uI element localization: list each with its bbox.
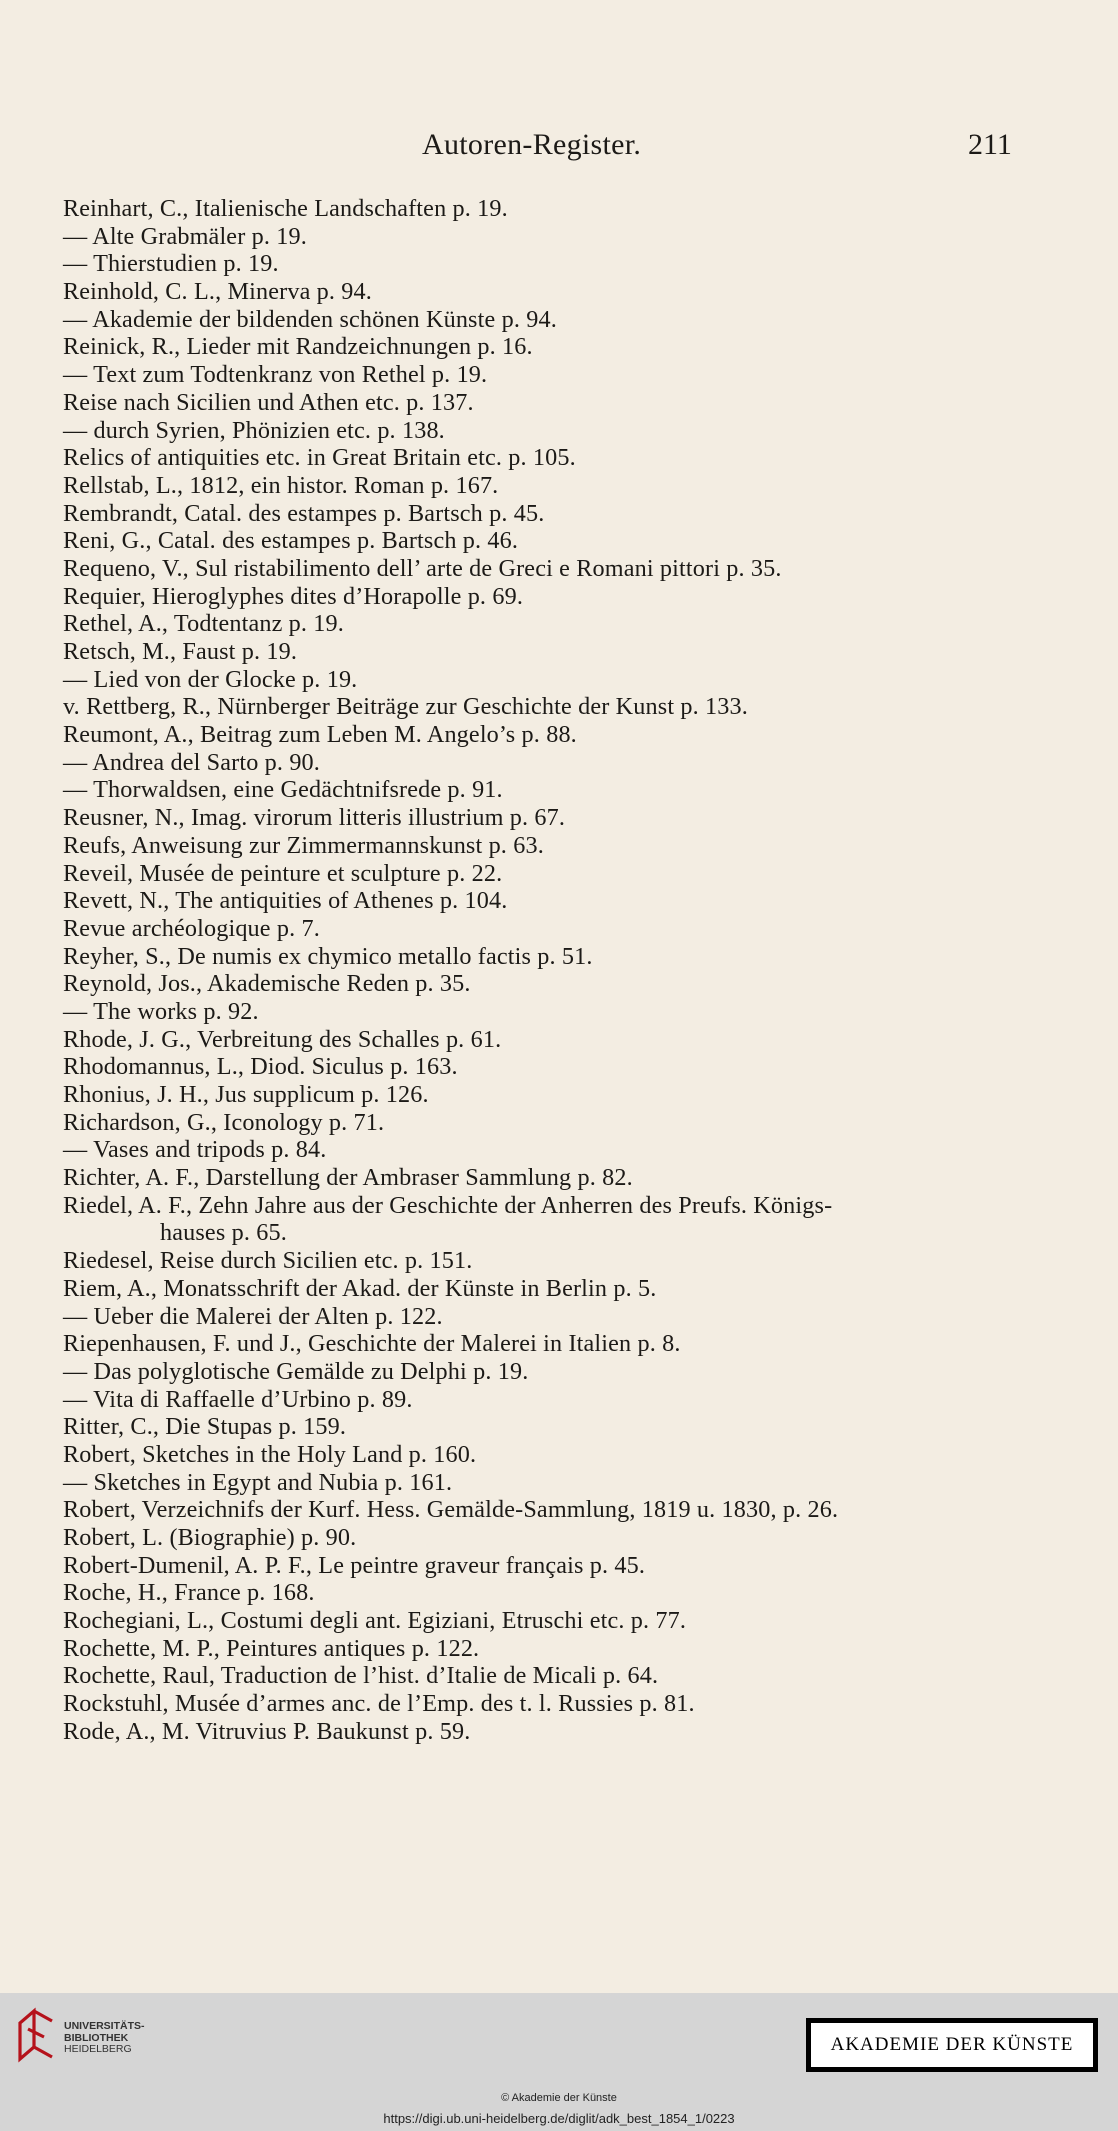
index-entry: Rhodomannus, L., Diod. Siculus p. 163. (63, 1053, 458, 1081)
index-entry: — Sketches in Egypt and Nubia p. 161. (63, 1468, 453, 1496)
index-entry: — Ueber die Malerei der Alten p. 122. (63, 1302, 443, 1330)
index-entry: Reinick, R., Lieder mit Randzeichnungen p. 16. (63, 333, 533, 361)
author-index-list (63, 195, 1063, 1746)
index-entry: Reynold, Jos., Akademische Reden p. 35. (63, 970, 471, 998)
akademie-badge-label: AKADEMIE DER KÜNSTE (811, 2023, 1093, 2067)
index-entry: Riem, A., Monatsschrift der Akad. der Künste in Berlin p. 5. (63, 1274, 657, 1302)
index-entry: Rhode, J. G., Verbreitung des Schalles p. 61. (63, 1025, 502, 1053)
akademie-der-kuenste-logo[interactable] (806, 2018, 1098, 2072)
index-entry: Robert-Dumenil, A. P. F., Le peintre graveur français p. 45. (63, 1551, 646, 1579)
index-entry: Richardson, G., Iconology p. 71. (63, 1108, 385, 1136)
index-entry: — Andrea del Sarto p. 90. (63, 748, 320, 776)
running-head (0, 128, 1118, 168)
index-entry: — Thorwaldsen, eine Gedächtnifsrede p. 91. (63, 776, 503, 804)
copyright-notice: © Akademie der Künste (501, 2092, 617, 2104)
index-entry: — durch Syrien, Phönizien etc. p. 138. (63, 416, 445, 444)
index-entry-continuation: hauses p. 65. (160, 1219, 287, 1247)
index-entry: v. Rettberg, R., Nürnberger Beiträge zur Geschichte der Kunst p. 133. (63, 693, 748, 721)
library-logo-line: BIBLIOTHEK (64, 2031, 129, 2044)
index-entry: — Das polyglotische Gemälde zu Delphi p. 19. (63, 1357, 529, 1385)
index-entry: — Akademie der bildenden schönen Künste p. 94. (63, 305, 557, 333)
index-entry: — Alte Grabmäler p. 19. (63, 222, 307, 250)
index-entry: Roche, H., France p. 168. (63, 1579, 315, 1607)
index-entry: — Vita di Raffaelle d’Urbino p. 89. (63, 1385, 413, 1413)
index-entry: Retsch, M., Faust p. 19. (63, 638, 298, 665)
page-title: Autoren-Register. (422, 128, 642, 161)
index-entry: Riepenhausen, F. und J., Geschichte der Malerei in Italien p. 8. (63, 1330, 681, 1358)
index-entry: Rode, A., M. Vitruvius P. Baukunst p. 59. (63, 1717, 471, 1745)
index-entry: Rochette, M. P., Peintures antiques p. 122. (63, 1634, 480, 1662)
index-entry: Rochegiani, L., Costumi degli ant. Egiziani, Etruschi etc. p. 77. (63, 1607, 687, 1635)
index-entry: Rethel, A., Todtentanz p. 19. (63, 610, 344, 638)
index-entry: Reusner, N., Imag. virorum litteris illustrium p. 67. (63, 804, 566, 832)
index-entry: Reufs, Anweisung zur Zimmermannskunst p. 63. (63, 831, 544, 859)
index-entry: — Lied von der Glocke p. 19. (63, 665, 358, 693)
source-url-link[interactable]: https://digi.ub.uni-heidelberg.de/diglit/adk_best_1854_1/0223 (383, 2111, 735, 2126)
index-entry: — Text zum Todtenkranz von Rethel p. 19. (63, 361, 488, 389)
index-entry: Requeno, V., Sul ristabilimento dell’ arte de Greci e Romani pittori p. 35. (63, 554, 782, 582)
viewer-footer (0, 1993, 1118, 2131)
index-entry: Robert, Verzeichnifs der Kurf. Hess. Gemälde-Sammlung, 1819 u. 1830, p. 26. (63, 1496, 839, 1524)
index-entry: Reumont, A., Beitrag zum Leben M. Angelo’s p. 88. (63, 721, 577, 749)
index-entry: Ritter, C., Die Stupas p. 159. (63, 1413, 347, 1441)
index-entry: Riedel, A. F., Zehn Jahre aus der Geschichte der Anherren des Preufs. Königs- (63, 1191, 833, 1219)
index-entry: Robert, L. (Biographie) p. 90. (63, 1524, 357, 1551)
index-entry: Reveil, Musée de peinture et sculpture p. 22. (63, 859, 503, 887)
index-entry: — Thierstudien p. 19. (63, 250, 279, 278)
index-entry: — Vases and tripods p. 84. (63, 1136, 327, 1164)
index-entry: Rochette, Raul, Traduction de l’hist. d’Italie de Micali p. 64. (63, 1662, 659, 1690)
index-entry: Requier, Hieroglyphes dites d’Horapolle p. 69. (63, 582, 524, 610)
library-logo-icon (14, 2003, 58, 2063)
index-entry: Rellstab, L., 1812, ein histor. Roman p. 167. (63, 471, 499, 499)
index-entry: Rockstuhl, Musée d’armes anc. de l’Emp. des t. l. Russies p. 81. (63, 1690, 695, 1718)
index-entry: — The works p. 92. (63, 997, 259, 1025)
index-entry: Richter, A. F., Darstellung der Ambraser Sammlung p. 82. (63, 1164, 633, 1192)
index-entry: Reise nach Sicilien und Athen etc. p. 137. (63, 388, 474, 416)
index-entry: Rembrandt, Catal. des estampes p. Bartsch p. 45. (63, 499, 545, 527)
index-entry: Reni, G., Catal. des estampes p. Bartsch p. 46. (63, 527, 519, 555)
page-number: 211 (968, 128, 1012, 161)
index-entry: Robert, Sketches in the Holy Land p. 160. (63, 1440, 477, 1468)
index-entry: Riedesel, Reise durch Sicilien etc. p. 151. (63, 1247, 473, 1275)
university-library-logo[interactable] (14, 2003, 164, 2063)
index-entry: Reinhart, C., Italienische Landschaften p. 19. (63, 195, 508, 222)
index-entry: Revett, N., The antiquities of Athenes p. 104. (63, 887, 508, 915)
index-entry: Reyher, S., De numis ex chymico metallo factis p. 51. (63, 942, 593, 970)
index-entry: Rhonius, J. H., Jus supplicum p. 126. (63, 1081, 429, 1108)
index-entry: Revue archéologique p. 7. (63, 914, 320, 942)
library-logo-line: UNIVERSITÄTS- (64, 2020, 145, 2032)
library-logo-line: HEIDELBERG (64, 2043, 132, 2055)
index-entry: Reinhold, C. L., Minerva p. 94. (63, 278, 372, 306)
index-entry: Relics of antiquities etc. in Great Britain etc. p. 105. (63, 444, 576, 472)
